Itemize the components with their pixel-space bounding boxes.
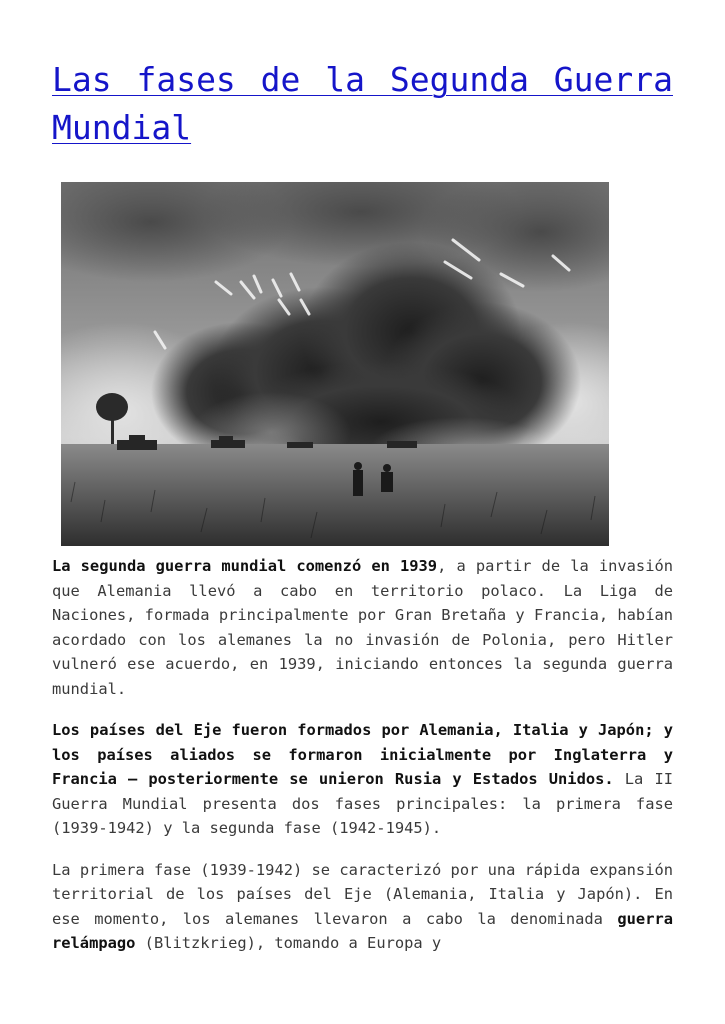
- page-title: [52, 56, 673, 152]
- paragraph-1-text: , a partir de la invasión que Alemania llevó a cabo en territorio polaco. La Liga de Naciones, formada principalmente por Gran Bretaña y Francia, habían acordado con los alemanes la no invasión de Polonia, pero Hitler vulneró ese acuerdo, en 1939, iniciando entonces la segunda guerra mundial.: [52, 557, 674, 698]
- paragraph-3-text-after: (Blitzkrieg), tomando a Europa y: [135, 934, 442, 952]
- paragraph-3-bold: guerra relámpago: [52, 909, 673, 952]
- paragraph-2: [52, 718, 673, 841]
- article: [52, 56, 673, 973]
- title-link[interactable]: Las fases de la Segunda Guerra Mundial: [52, 60, 673, 147]
- war-photo: [61, 182, 609, 546]
- paragraph-1: [52, 554, 673, 701]
- paragraph-1-bold: La segunda guerra mundial comenzó en 1939: [52, 557, 438, 575]
- paragraph-2-text: La II Guerra Mundial presenta dos fases principales: la primera fase (1939-1942) y la segunda fase (1942-1945).: [52, 770, 673, 837]
- paragraph-2-bold: Los países del Eje fueron formados por Alemania, Italia y Japón; y los países aliados se formaron inicialmente por Inglaterra y Francia – posteriormente se unieron Rusia y Estados Unidos.: [52, 721, 673, 788]
- war-photo-illustration: [61, 182, 609, 546]
- paragraph-3: [52, 858, 673, 956]
- paragraph-3-text-before: La primera fase (1939-1942) se caracterizó por una rápida expansión territorial de los países del Eje (Alemania, Italia y Japón). En ese momento, los alemanes llevaron a cabo la denominada: [52, 860, 673, 928]
